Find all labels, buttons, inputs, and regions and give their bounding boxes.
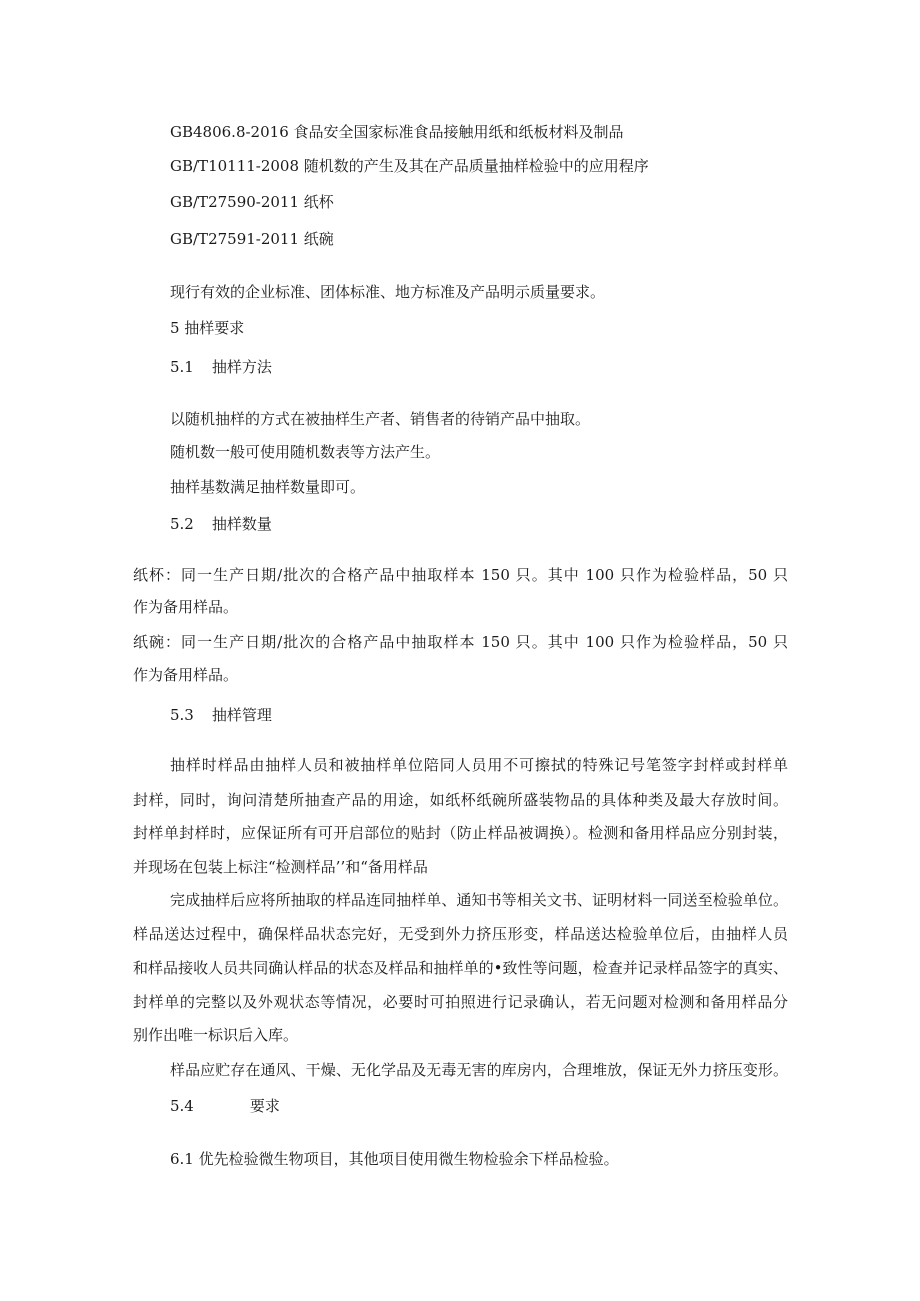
subsection-number: 5.2 [170, 515, 194, 533]
paragraph-line: 纸杯：同一生产日期/批次的合格产品中抽取样本 150 只。其中 100 只作为检验样品，50 只 [133, 566, 788, 584]
subsection-heading [170, 357, 272, 377]
paragraph-line: 并现场在包装上标注“检测样品’’和“备用样品 [133, 858, 428, 876]
standard-item: GB/T10111-2008 随机数的产生及其在产品质量抽样检验中的应用程序 [170, 157, 649, 175]
paragraph-line: 作为备用样品。 [133, 666, 239, 684]
paragraph-line: 抽样时样品由抽样人员和被抽样单位陪同人员用不可擦拭的特殊记号笔签字封样或封样单 [170, 756, 788, 774]
subsection-number: 5.1 [170, 358, 194, 376]
paragraph-line: 样品应贮存在通风、干燥、无化学品及无毒无害的库房内，合理堆放，保证无外力挤压变形。 [170, 1061, 788, 1079]
paragraph-line: 以随机抽样的方式在被抽样生产者、销售者的待销产品中抽取。 [170, 410, 591, 428]
standard-item: GB/T27591-2011 纸碗 [170, 230, 334, 248]
subsection-title: 抽样方法 [211, 358, 272, 376]
paragraph-line: 别作出唯一标识后入库。 [133, 1026, 299, 1044]
paragraph-line: 作为备用样品。 [133, 598, 239, 616]
subsection-title: 要求 [249, 1097, 280, 1115]
subsection-title: 抽样管理 [211, 706, 272, 724]
subsection-heading [170, 514, 272, 534]
standards-note: 现行有效的企业标准、团体标准、地方标准及产品明示质量要求。 [170, 283, 606, 301]
subsection-title: 抽样数量 [211, 515, 272, 533]
paragraph-line: 封样，同时，询问清楚所抽查产品的用途，如纸杯纸碗所盛装物品的具体种类及最大存放时间。 [133, 791, 788, 809]
paragraph-line: 抽样基数满足抽样数量即可。 [170, 478, 366, 496]
paragraph-line: 6.1 优先检验微生物项目，其他项目使用微生物检验余下样品检验。 [170, 1150, 619, 1168]
paragraph-line: 完成抽样后应将所抽取的样品连同抽样单、通知书等相关文书、证明材料一同送至检验单位。 [170, 891, 788, 909]
paragraph-line: 随机数一般可使用随机数表等方法产生。 [170, 443, 441, 461]
standard-item: GB4806.8-2016 食品安全国家标准食品接触用纸和纸板材料及制品 [170, 123, 624, 141]
subsection-number: 5.3 [170, 706, 194, 724]
paragraph-line: 封样单的完整以及外观状态等情况，必要时可拍照进行记录确认，若无问题对检测和备用样品分 [133, 993, 788, 1011]
paragraph-line: 样品送达过程中，确保样品状态完好，无受到外力挤压形变，样品送达检验单位后，由抽样人员 [133, 925, 788, 943]
standard-item: GB/T27590-2011 纸杯 [170, 193, 334, 211]
subsection-heading [170, 1096, 280, 1116]
paragraph-line: 和样品接收人员共同确认样品的状态及样品和抽样单的•致性等问题，检查并记录样品签字的真实、 [133, 959, 788, 977]
section-heading: 5 抽样要求 [170, 319, 245, 337]
paragraph-line: 封样单封样时，应保证所有可开启部位的贴封（防止样品被调换）。检测和备用样品应分别封装， [133, 824, 788, 842]
paragraph-line: 纸碗：同一生产日期/批次的合格产品中抽取样本 150 只。其中 100 只作为检验样品，50 只 [133, 633, 788, 651]
subsection-number: 5.4 [170, 1097, 194, 1115]
subsection-heading [170, 705, 272, 725]
